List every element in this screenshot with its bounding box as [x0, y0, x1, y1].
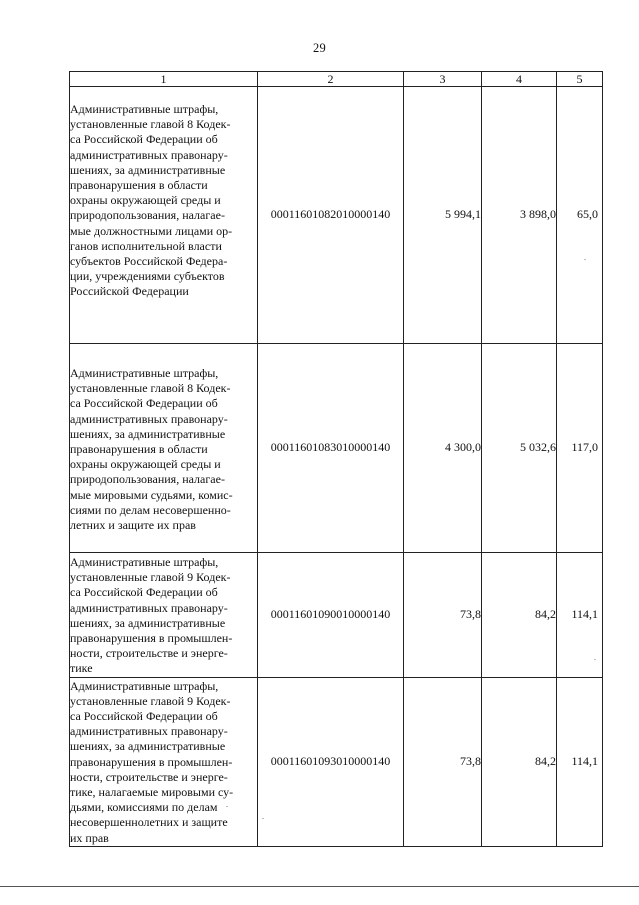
description-line: Административные штрафы,	[70, 678, 219, 693]
description-line: са Российской Федерации об	[70, 132, 218, 147]
description-line: несовершеннолетних и защите	[70, 815, 228, 830]
column-header-3: 3	[404, 72, 482, 87]
description-line: установленные главой 9 Кодек-	[70, 570, 231, 585]
description-line: установленные главой 8 Кодек-	[70, 381, 231, 396]
scan-speck	[594, 659, 596, 660]
description-line: ции, учреждениями субъектов	[70, 269, 225, 284]
description-line: правонарушения в области	[70, 442, 208, 457]
value-cell-col3: 5 994,1	[404, 87, 482, 344]
description-line: природопользования, налагае-	[70, 208, 225, 223]
description-line: са Российской Федерации об	[70, 396, 218, 411]
description-line: правонарушения в промышлен-	[70, 754, 233, 769]
description-line: сиями по делам несовершенно-	[70, 502, 231, 517]
page-number: 29	[313, 41, 326, 55]
row-description	[70, 87, 258, 344]
row-description	[70, 677, 258, 846]
description-line: Административные штрафы,	[70, 555, 219, 569]
description-line: шениях, за административные	[70, 615, 226, 630]
description-line: правонарушения в промышлен-	[70, 631, 233, 646]
value-cell-col5: 117,0	[557, 344, 603, 553]
description-line: шениях, за административные	[70, 426, 226, 441]
description-line: Российской Федерации	[70, 284, 189, 299]
budget-code-cell: 00011601082010000140	[258, 87, 404, 344]
table-header-row	[70, 72, 603, 87]
description-line: дьями, комиссиями по делам	[70, 800, 218, 815]
value-cell-col5: 114,1	[557, 553, 603, 678]
description-line: природопользования, налагае-	[70, 472, 225, 487]
budget-code-cell: 00011601090010000140	[258, 553, 404, 678]
description-line: установленные главой 9 Кодек-	[70, 693, 231, 708]
value-cell-col4: 84,2	[482, 677, 557, 846]
column-header-2: 2	[258, 72, 404, 87]
budget-code-cell: 00011601093010000140	[258, 677, 404, 846]
description-line: административных правонару-	[70, 411, 228, 426]
description-line: ности, строительстве и энерге-	[70, 769, 228, 784]
page-bottom-rule	[0, 886, 639, 887]
description-line: охраны окружающей среды и	[70, 193, 221, 208]
description-line: установленные главой 8 Кодек-	[70, 117, 231, 132]
revenue-table	[69, 71, 603, 847]
description-line: шениях, за административные	[70, 739, 226, 754]
table-row	[70, 87, 603, 344]
table-row	[70, 344, 603, 553]
value-cell-col3: 73,8	[404, 677, 482, 846]
description-line: административных правонару-	[70, 600, 228, 615]
value-cell-col3: 4 300,0	[404, 344, 482, 553]
description-line: административных правонару-	[70, 147, 228, 162]
table-row	[70, 553, 603, 678]
description-line: тике	[70, 661, 93, 676]
description-line: ности, строительстве и энерге-	[70, 646, 228, 661]
description-line: административных правонару-	[70, 724, 228, 739]
description-line: шениях, за административные	[70, 162, 226, 177]
value-cell-col4: 84,2	[482, 553, 557, 678]
scan-speck	[584, 259, 586, 260]
scan-speck	[226, 806, 228, 807]
scan-speck	[262, 818, 264, 819]
budget-code-cell: 00011601083010000140	[258, 344, 404, 553]
description-line: мые мировыми судьями, комис-	[70, 487, 233, 502]
description-line: правонарушения в области	[70, 178, 208, 193]
description-line: са Российской Федерации об	[70, 585, 218, 600]
value-cell-col4: 5 032,6	[482, 344, 557, 553]
value-cell-col4: 3 898,0	[482, 87, 557, 344]
description-line: охраны окружающей среды и	[70, 457, 221, 472]
description-line: мые должностными лицами ор-	[70, 223, 233, 238]
column-header-5: 5	[557, 72, 603, 87]
description-line: ганов исполнительной власти	[70, 238, 222, 253]
description-line: летних и защите их прав	[70, 518, 196, 533]
column-header-4: 4	[482, 72, 557, 87]
description-line: тике, налагаемые мировыми су-	[70, 785, 234, 800]
value-cell-col3: 73,8	[404, 553, 482, 678]
value-cell-col5: 114,1	[557, 677, 603, 846]
description-line: Административные штрафы,	[70, 102, 219, 116]
description-line: Административные штрафы,	[70, 366, 219, 380]
value-cell-col5: 65,0	[557, 87, 603, 344]
table-row	[70, 677, 603, 846]
description-line: субъектов Российской Федера-	[70, 254, 228, 269]
description-line: их прав	[70, 830, 109, 845]
row-description	[70, 553, 258, 678]
column-header-1: 1	[70, 72, 258, 87]
row-description	[70, 344, 258, 553]
description-line: са Российской Федерации об	[70, 709, 218, 724]
